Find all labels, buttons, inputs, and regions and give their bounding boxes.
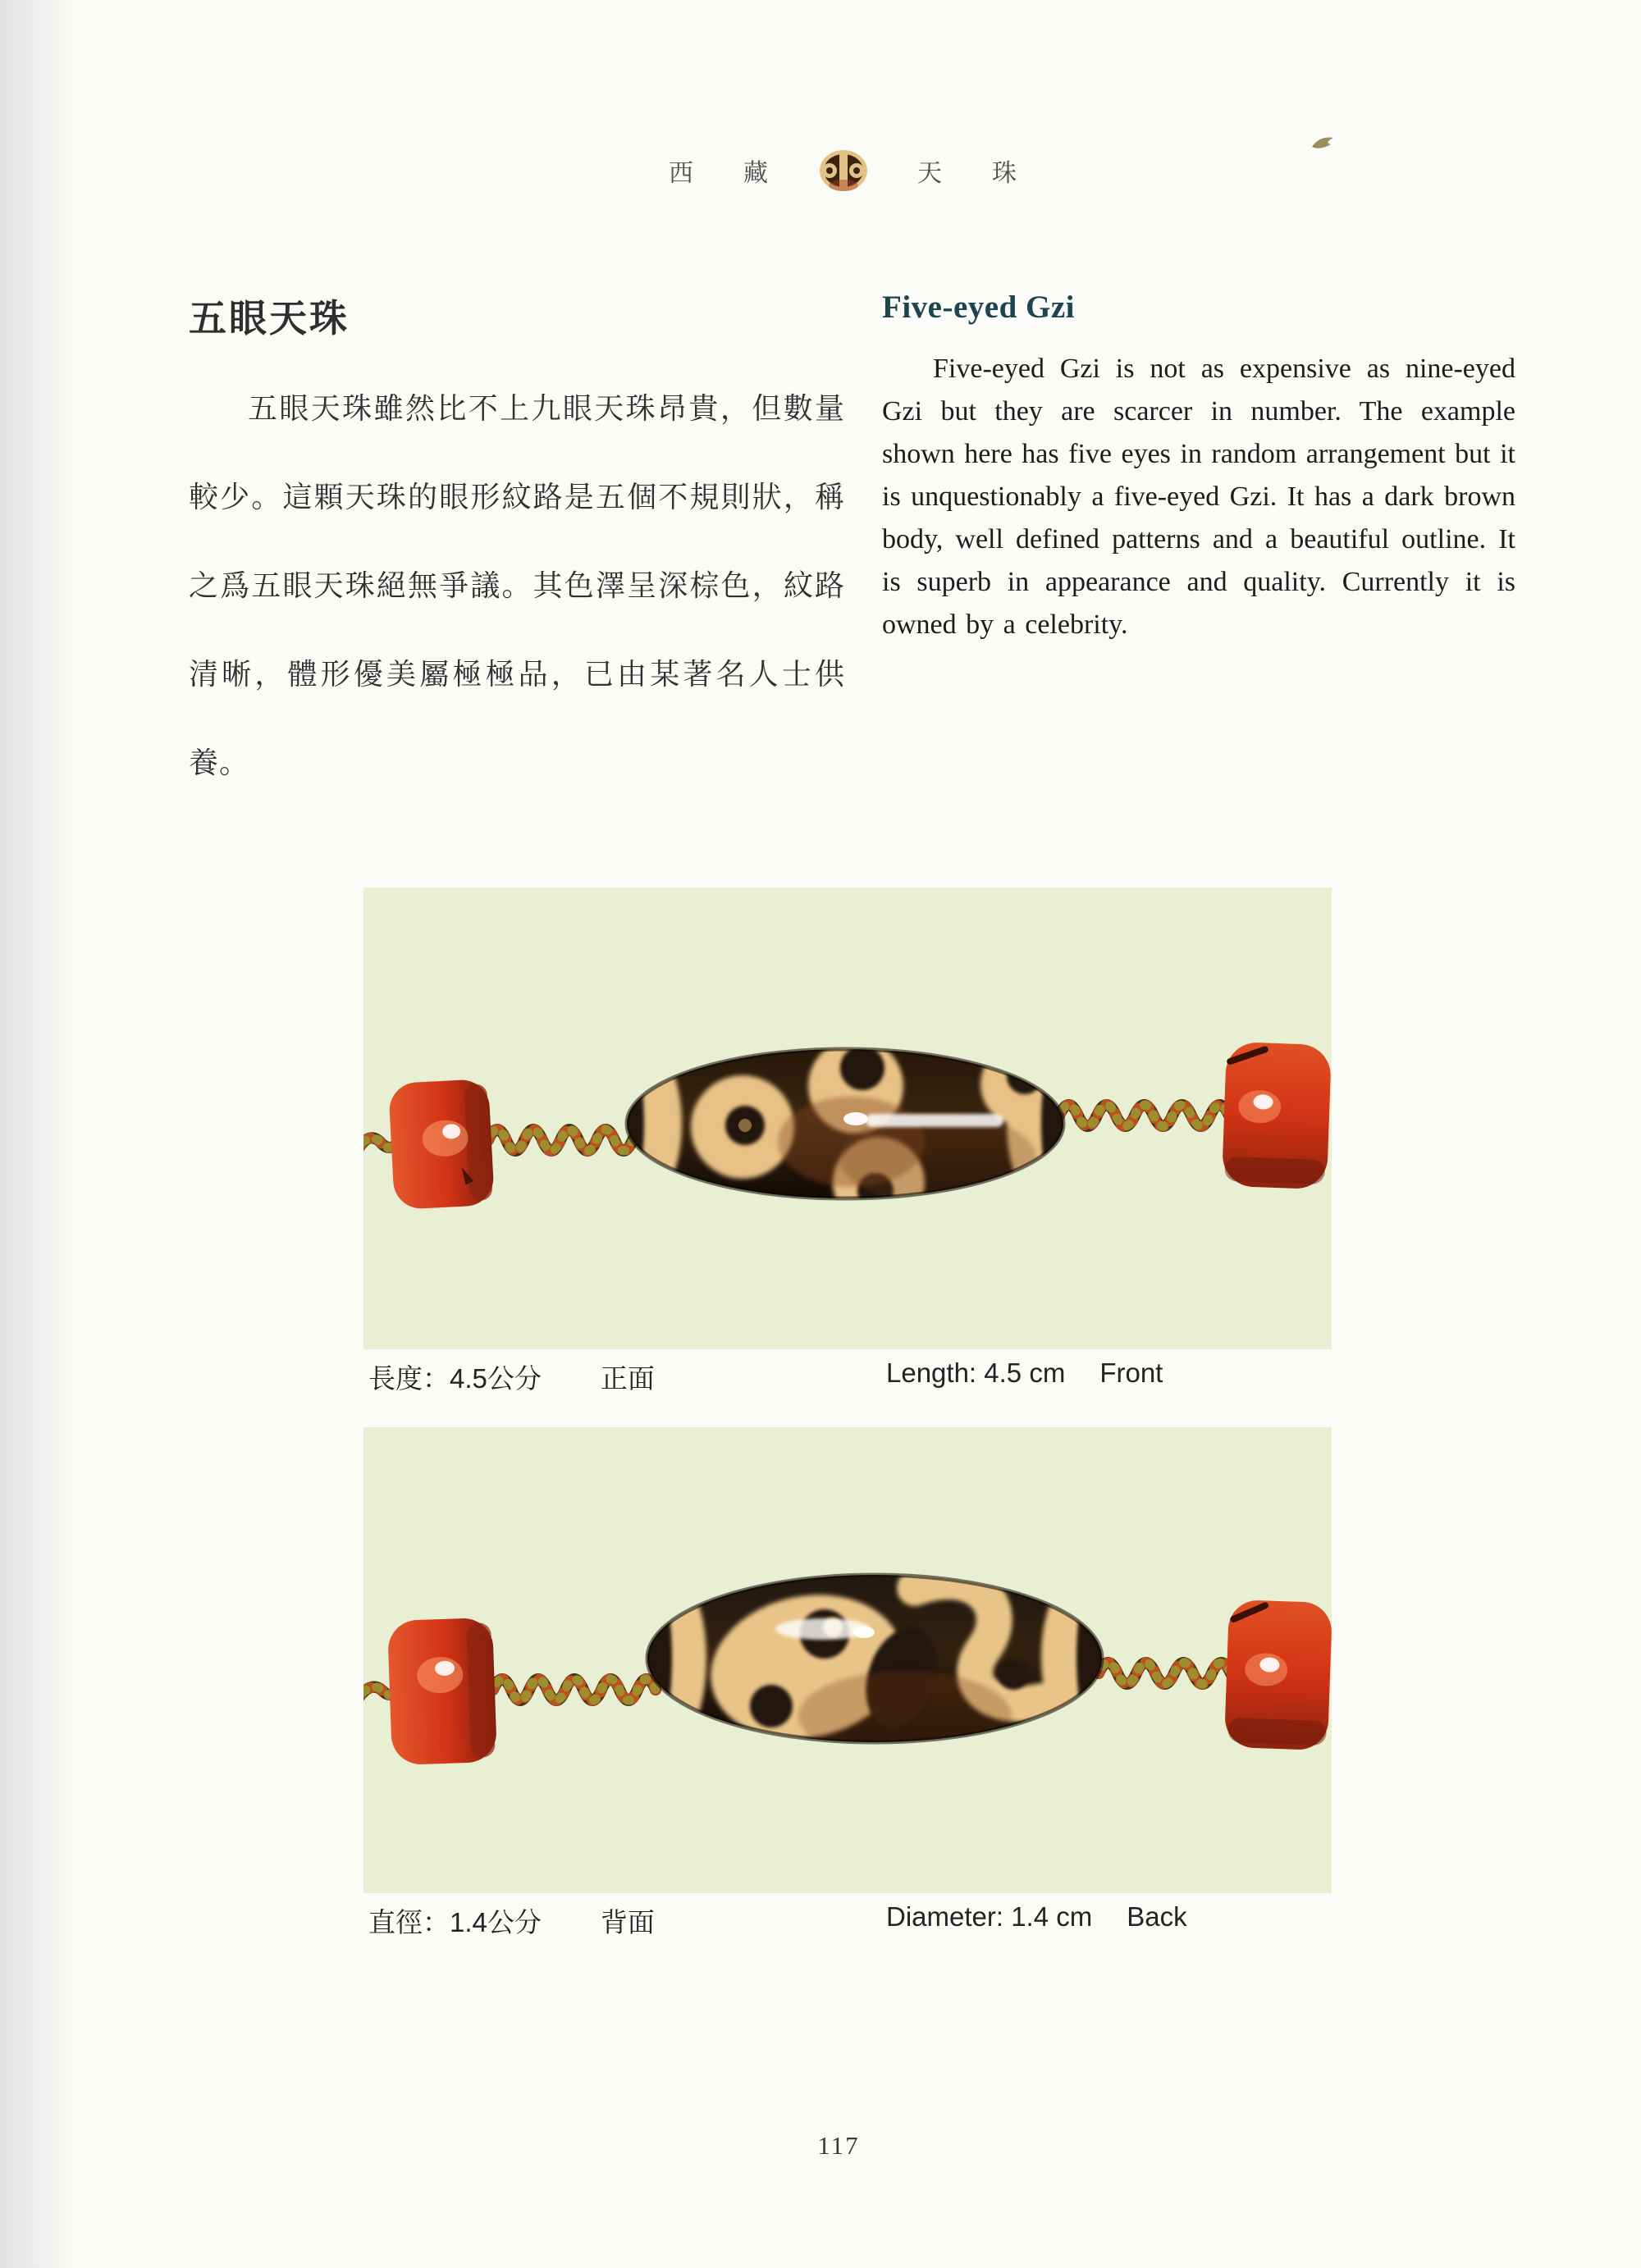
english-paragraph: Five-eyed Gzi is not as expensive as nine-eyed Gzi but they are scarcer in number. The example shown here has five eyes in random arrangement but it is unquestionably a five-eyed Gzi. It has a dark brown body, well defined patterns and a beautiful outline. It is superb in appearance and quality. Currently it is owned by a celebrity. [882,354,1515,640]
running-head-char-4: 珠 [992,160,1018,187]
figure-front-photo [363,888,1332,1349]
running-head-char-2: 藏 [743,160,770,187]
coral-bead-right [1224,1599,1332,1750]
caption-front-zh-measure: 長度：4.5公分 [368,1363,542,1394]
page-number: 117 [817,2131,860,2160]
caption-back-zh-side: 背面 [600,1907,655,1937]
caption-back-zh-measure: 直徑：1.4公分 [368,1907,542,1937]
back-photo-illustration [363,1427,1332,1893]
chinese-section [189,289,845,807]
caption-back [368,1901,1332,1937]
caption-back-en-measure: Diameter: 1.4 cm [886,1901,1093,1932]
running-head [669,148,1018,193]
caption-front-en-measure: Length: 4.5 cm [886,1358,1066,1388]
coral-bead-right [1222,1042,1332,1189]
caption-front [368,1358,1332,1394]
caption-front-zh-side: 正面 [600,1363,655,1394]
running-head-char-1: 西 [669,160,695,187]
coral-bead-left [388,1079,495,1210]
english-section-title: Five-eyed Gzi [882,290,1075,325]
dzi-bead-logo-icon [818,148,869,193]
coral-bead-left [387,1618,497,1765]
page-gutter-shadow [0,0,78,2268]
english-section [882,289,1515,646]
front-photo-illustration [363,888,1332,1349]
caption-back-en-side: Back [1127,1901,1187,1932]
ink-smudge-mark [1310,134,1337,157]
running-head-char-3: 天 [917,160,944,187]
chinese-section-title: 五眼天珠 [189,298,350,340]
caption-front-en-side: Front [1099,1358,1163,1388]
figure-back-photo [363,1427,1332,1893]
chinese-paragraph: 五眼天珠雖然比不上九眼天珠昂貴，但數量較少。這顆天珠的眼形紋路是五個不規則狀，稱之爲五眼天珠絕無爭議。其色澤呈深棕色，紋路清晰，體形優美屬極極品，已由某著名人士供養。 [189,392,845,779]
